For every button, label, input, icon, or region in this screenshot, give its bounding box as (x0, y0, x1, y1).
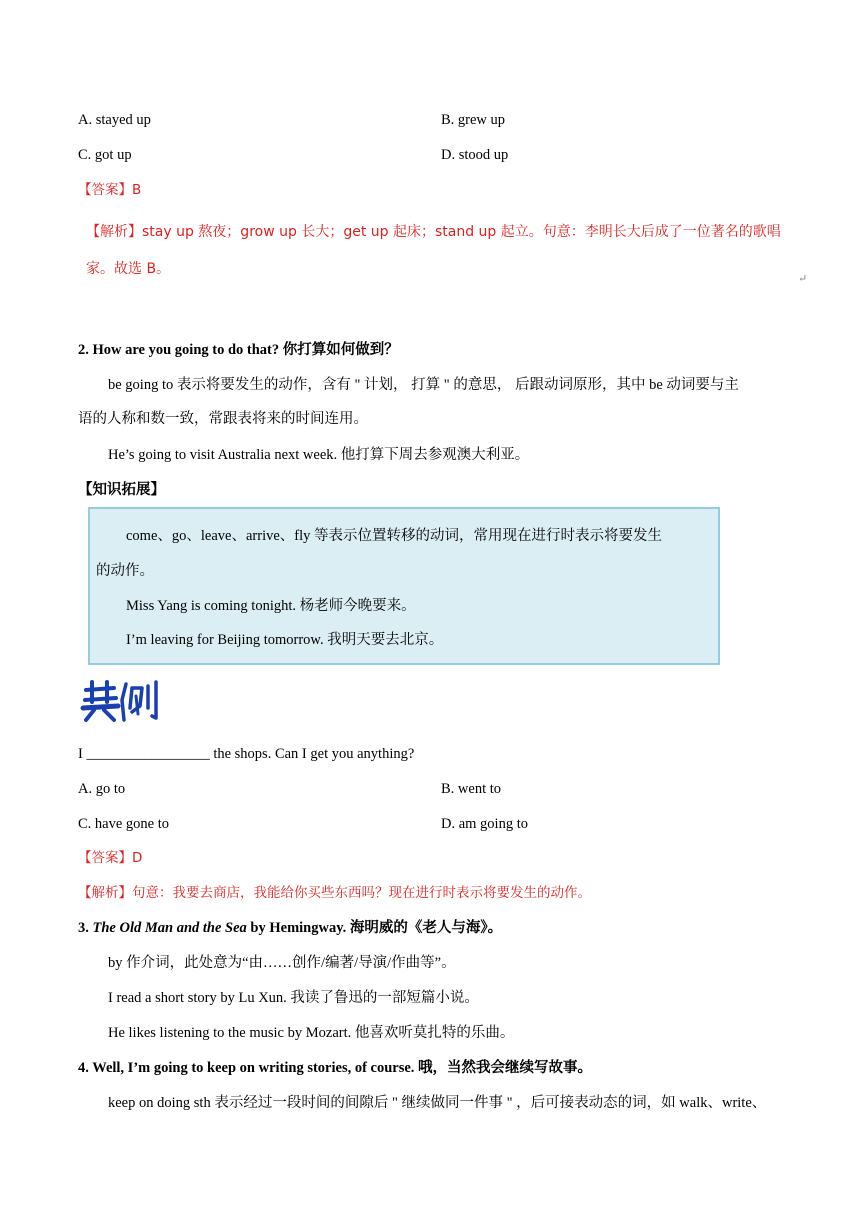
section2-para1-line1: be going to 表示将要发生的动作，含有 " 计划， 打算 " 的意思， 后跟动词原形，其中 be 动词要与主 (108, 377, 739, 393)
section2-para1-line2: 语的人称和数一致，常跟表将来的时间连用。 (78, 411, 368, 427)
box-line1: come、go、leave、arrive、fly 等表示位置转移的动词，常用现在进行时表示将要发生 (126, 528, 663, 544)
book-title: The Old Man and the Sea (92, 920, 247, 936)
section4-line1: keep on doing sth 表示经过一段时间的间隙后 " 继续做同一件事 " ，后可接表动态的词，如 walk、write、 (108, 1095, 767, 1111)
section3-heading (78, 918, 502, 938)
q2-analysis: 【解析】句意：我要去商店，我能给你买些东西吗？现在进行时表示将要发生的动作。 (78, 885, 591, 901)
q1-option-d: D. stood up (441, 147, 509, 163)
q2-stem: I _________________ the shops. Can I get you anything? (78, 746, 415, 762)
section3-line3: He likes listening to the music by Mozart. 他喜欢听莫扎特的乐曲。 (108, 1025, 515, 1041)
section2-example: He’s going to visit Australia next week. 他打算下周去参观澳大利亚。 (108, 447, 530, 463)
q2-answer: 【答案】D (78, 850, 143, 866)
q2-option-d: D. am going to (441, 816, 528, 832)
q1-analysis-line2: 家。故选 B。 (86, 261, 171, 277)
section3-line1: by 作介词，此处意为“由……创作/编著/导演/作曲等”。 (108, 955, 456, 971)
box-line3: Miss Yang is coming tonight. 杨老师今晚要来。 (126, 598, 416, 614)
q1-option-b: B. grew up (441, 112, 506, 128)
box-line4: I’m leaving for Beijing tomorrow. 我明天要去北京。 (126, 632, 444, 648)
q1-analysis-line1: 【解析】stay up 熬夜；grow up 长大；get up 起床；stand up 起立。句意：李明长大后成了一位著名的歌唱 (86, 224, 781, 240)
section2-heading: 2. How are you going to do that? 你打算如何做到？ (78, 342, 399, 358)
q2-option-b: B. went to (441, 781, 502, 797)
q1-option-a: A. stayed up (78, 112, 151, 128)
box-line2: 的动作。 (96, 563, 154, 579)
section3-line2: I read a short story by Lu Xun. 我读了鲁迅的一部短篇小说。 (108, 990, 479, 1006)
q1-answer: 【答案】B (78, 182, 142, 198)
section4-heading: 4. Well, I’m going to keep on writing stories, of course. 哦，当然我会继续写故事。 (78, 1060, 593, 1076)
knowledge-extension-title: 【知识拓展】 (78, 482, 165, 498)
q2-option-c: C. have gone to (78, 816, 170, 832)
section3-heading-rest: by Hemingway. 海明威的《老人与海》。 (246, 920, 503, 936)
section3-number: 3. (78, 920, 93, 936)
dianli-logo-icon (80, 678, 164, 724)
paragraph-return-icon: ↵ (798, 273, 808, 285)
q1-option-c: C. got up (78, 147, 132, 163)
q2-option-a: A. go to (78, 781, 126, 797)
